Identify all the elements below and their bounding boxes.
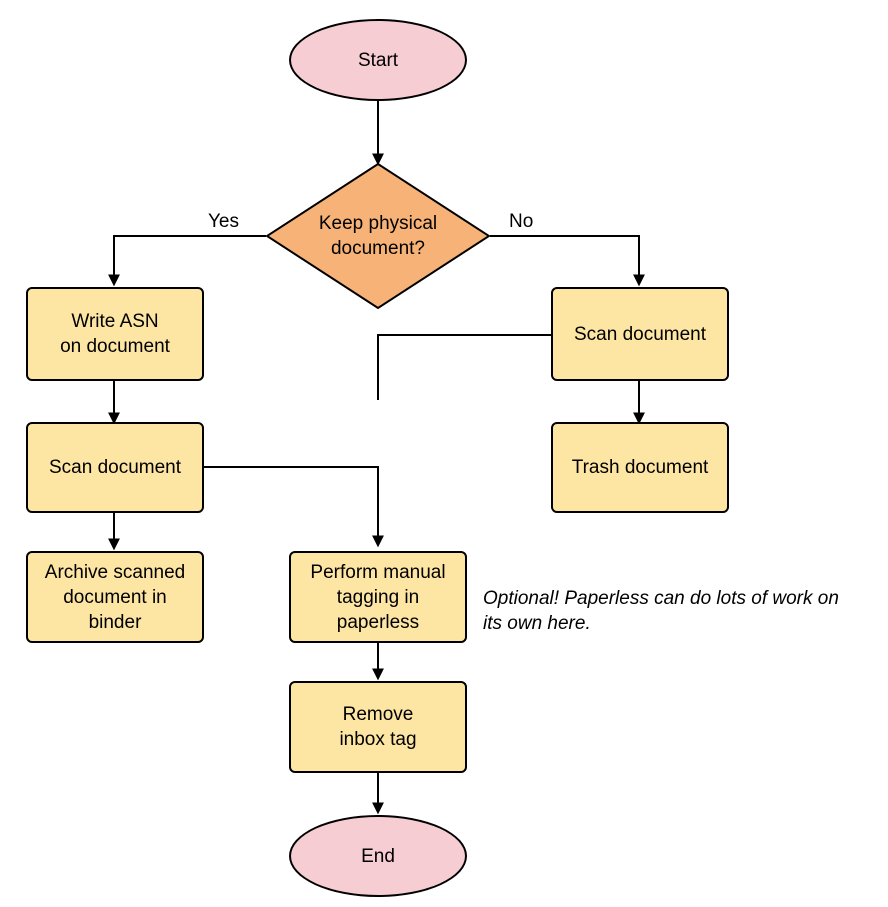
node-archive-line1: Archive scanned (44, 561, 186, 583)
decision-label-line2: document? (330, 238, 425, 259)
edge-decision-yes (114, 236, 266, 284)
edge-scanleft-to-tagging (204, 467, 378, 545)
optional-note-line2: its own here. (483, 613, 591, 634)
node-write-asn[interactable] (26, 287, 204, 381)
node-end[interactable] (289, 815, 467, 897)
edge-label-yes: Yes (208, 211, 239, 232)
edge-decision-no (490, 236, 639, 284)
node-start[interactable] (289, 19, 467, 101)
node-trash-document[interactable] (551, 422, 729, 513)
node-scan-document-left[interactable] (26, 422, 204, 513)
node-scan-document-left-label: Scan document (48, 457, 182, 478)
node-remove-inbox-tag[interactable] (289, 681, 467, 773)
node-write-asn-line1: Write ASN (71, 311, 159, 332)
node-scan-document-right-label: Scan document (573, 323, 707, 345)
node-trash-document-label: Trash document (571, 457, 709, 478)
node-keep-physical-document-label (319, 211, 437, 261)
edge-scanright-to-tagging (378, 335, 552, 400)
decision-label-line1: Keep physical (318, 213, 438, 234)
node-remove-inbox-line2: inbox tag (339, 729, 417, 750)
optional-note-line1: Optional! Paperless can do lots of work on (483, 588, 839, 609)
optional-note (483, 586, 883, 636)
node-archive-line3: binder (88, 611, 142, 633)
node-tagging-line3: paperless (336, 611, 420, 633)
node-tagging-line1: Perform manual (310, 561, 446, 583)
node-tagging-line2: tagging in (336, 586, 420, 608)
node-scan-document-right[interactable] (551, 287, 729, 381)
node-archive-scanned-document[interactable] (26, 551, 204, 643)
node-remove-inbox-line1: Remove (342, 704, 414, 725)
node-archive-line2: document in (63, 586, 167, 608)
node-perform-manual-tagging[interactable] (289, 551, 467, 643)
node-keep-physical-document[interactable] (266, 163, 490, 309)
edge-label-no: No (509, 211, 534, 232)
node-end-label: End (361, 845, 395, 867)
node-write-asn-line2: on document (60, 336, 170, 357)
node-start-label: Start (357, 49, 399, 71)
